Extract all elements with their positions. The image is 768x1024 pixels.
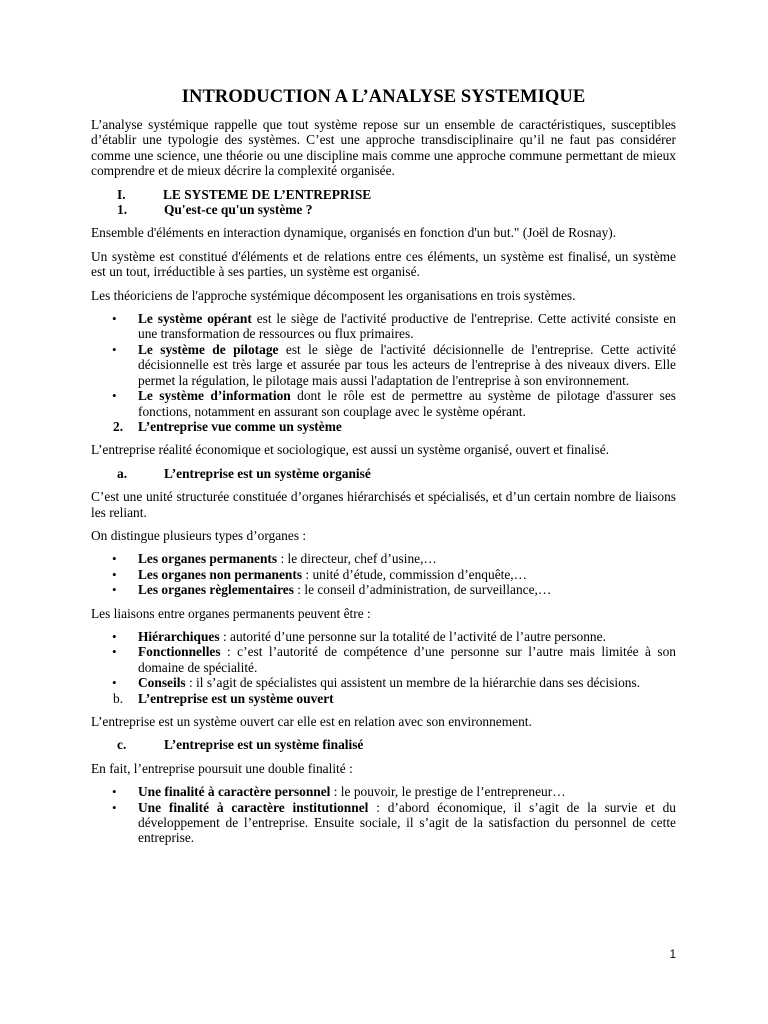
structure-paragraph: C’est une unité structurée constituée d’organes hiérarchisés et spécialisés, et d’un certain nombre de liaisons les reliant.: [91, 489, 676, 520]
document-title: INTRODUCTION A L’ANALYSE SYSTEMIQUE: [181, 87, 586, 107]
liaisons-intro: Les liaisons entre organes permanents peuvent être :: [91, 605, 371, 621]
list-item: [91, 675, 676, 690]
subheading-c: [91, 737, 676, 752]
list-item-term: Fonctionnelles: [138, 644, 221, 660]
list-item-text: : c’est l’autorité de compétence d’une personne sur l’autre mais limitée à son domaine de spécialité.: [138, 644, 676, 675]
list-item: [91, 582, 676, 597]
systems-list: [91, 311, 676, 434]
system-definition: Un système est constitué d'éléments et de relations entre ces éléments, un système est finalisé, un système est un tout, irréductible à ses parties, un système est organisé.: [91, 248, 676, 280]
list-item-term: Les organes permanents: [138, 551, 278, 567]
list-item: [91, 784, 676, 799]
organes-intro: On distingue plusieurs types d’organes :: [91, 527, 307, 543]
list-item-text: est le siège de l'activité décisionnelle de l'entreprise. Cette activité décisionnelle est très large et assurée par tous les acteurs de l'entreprise à des niveaux divers. Elle permet la régulation, le pilotage mais aussi l'adaptation de l'entreprise à son environnement.: [138, 341, 676, 388]
subheading-title: Qu'est-ce qu'un système ?: [164, 202, 313, 218]
subheading-title: L’entreprise est un système ouvert: [138, 690, 334, 706]
bullet-icon: •: [112, 799, 117, 815]
list-item-text: : le pouvoir, le prestige de l’entrepreneur…: [330, 784, 566, 800]
list-item-term: Les organes règlementaires: [138, 582, 294, 598]
list-item-term: Une finalité à caractère institutionnel: [138, 799, 369, 815]
subheading-number: c.: [117, 737, 127, 753]
finalites-list: [91, 784, 676, 846]
bullet-icon: •: [112, 551, 117, 567]
list-item: [91, 551, 676, 566]
rosnay-definition: Ensemble d'éléments en interaction dynamique, organisés en fonction d'un but." (Joël de Rosnay).: [91, 225, 617, 241]
list-item-term: Conseils: [138, 675, 186, 691]
subheading-2: [91, 419, 676, 434]
list-item-text: dont le rôle est de permettre au système de pilotage d'assurer ses fonctions, notamment en assurant son couplage avec le système opérant.: [138, 388, 676, 419]
section-heading-1: [91, 187, 676, 202]
list-item: [91, 800, 676, 846]
subheading-1: [91, 202, 676, 217]
subheading-number: 1.: [117, 202, 128, 218]
realite-paragraph: L’entreprise réalité économique et sociologique, est aussi un système organisé, ouvert et finalisé.: [91, 442, 609, 458]
list-item-text: : autorité d’une personne sur la totalité de l’activité de l’autre personne.: [219, 628, 606, 644]
list-item-term: Le système d’information: [138, 388, 291, 404]
bullet-icon: •: [112, 388, 117, 404]
list-item-term: Hiérarchiques: [138, 628, 220, 644]
subheading-b: [91, 691, 676, 706]
list-item-term: Le système opérant: [138, 311, 252, 327]
bullet-icon: •: [112, 784, 117, 800]
subheading-number: 2.: [113, 418, 124, 434]
list-item: [91, 629, 676, 644]
bullet-icon: •: [112, 582, 117, 598]
list-item: [91, 342, 676, 388]
list-item-text: : unité d’étude, commission d’enquête,…: [302, 566, 528, 582]
list-item-term: Les organes non permanents: [138, 566, 303, 582]
bullet-icon: •: [112, 311, 117, 327]
organes-list: [91, 551, 676, 597]
liaisons-list: [91, 629, 676, 706]
ouvert-paragraph: L’entreprise est un système ouvert car elle est en relation avec son environnement.: [91, 714, 532, 729]
intro-paragraph: L’analyse systémique rappelle que tout système repose sur un ensemble de caractéristiques, susceptibles d’établir une typologie des systèmes. C’est une approche transdisciplinaire qu’il ne faut pas considérer comme une science, une théorie ou une discipline mais comme une approche commune permettant de mieux comprendre et de mieux décrire la complexité organisée.: [91, 117, 676, 179]
list-item: [91, 567, 676, 582]
list-item-text: est le siège de l'activité productive de l'entreprise. Cette activité consiste en une transformation de ressources ou flux primaires.: [138, 311, 676, 342]
list-item-term: Le système de pilotage: [138, 341, 279, 357]
subheading-number: a.: [117, 465, 128, 481]
subheading-a: [91, 466, 676, 481]
list-item-term: Une finalité à caractère personnel: [138, 784, 331, 800]
section-title: LE SYSTEME DE L’ENTREPRISE: [163, 186, 372, 202]
subheading-title: L’entreprise vue comme un système: [138, 418, 342, 434]
list-item: [91, 311, 676, 342]
list-item-text: : le directeur, chef d’usine,…: [277, 551, 437, 567]
bullet-icon: •: [112, 566, 117, 582]
list-item-text: : d’abord économique, il s’agit de la survie et du développement de l’entreprise. Ensuite sociale, il s’agit de la satisfaction du personnel de cette entreprise.: [138, 799, 676, 846]
page-number: 1: [669, 949, 676, 961]
subheading-title: L’entreprise est un système finalisé: [164, 737, 364, 753]
finalite-intro: En fait, l’entreprise poursuit une double finalité :: [91, 760, 353, 776]
list-item-text: : le conseil d’administration, de surveillance,…: [293, 582, 552, 598]
bullet-icon: •: [112, 628, 117, 644]
section-number: I.: [117, 186, 126, 202]
subheading-title: L’entreprise est un système organisé: [164, 465, 371, 481]
list-item-text: : il s’agit de spécialistes qui assistent un membre de la hiérarchie dans ses décisions.: [185, 675, 641, 691]
subheading-number: b.: [113, 690, 124, 706]
bullet-icon: •: [112, 341, 117, 357]
bullet-icon: •: [112, 644, 117, 660]
list-item: [91, 388, 676, 419]
page-content: [91, 86, 676, 854]
list-item: [91, 644, 676, 675]
bullet-icon: •: [112, 675, 117, 691]
theoriciens-paragraph: Les théoriciens de l'approche systémique décomposent les organisations en trois systèmes.: [91, 287, 576, 303]
